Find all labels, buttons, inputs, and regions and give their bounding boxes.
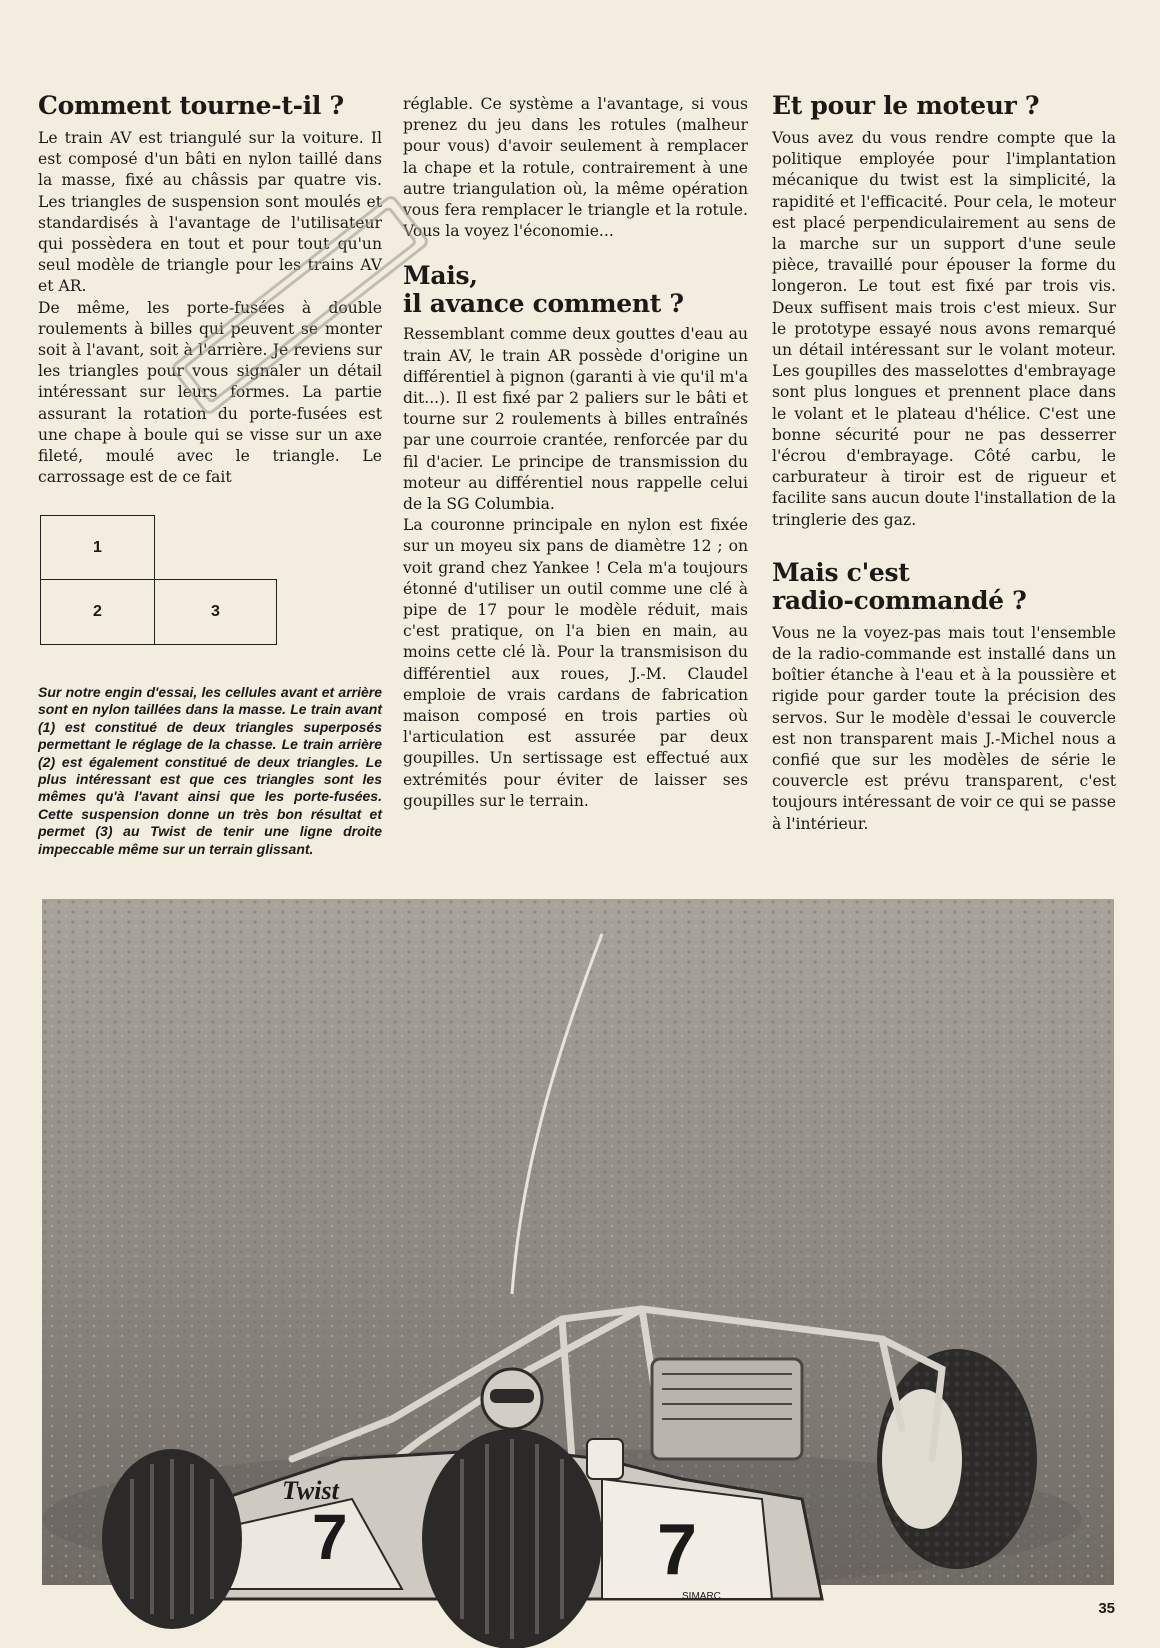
column-3 bbox=[772, 92, 1116, 835]
front-wheel bbox=[422, 1429, 602, 1648]
paragraph: Ressemblant comme deux gouttes d'eau au train AV, le train AR possède d'origine un différentiel à pignon (garanti à vie qu'il m'a dit...). Il est fixé par 2 paliers sur le bâti et tourne sur 2 roulements à billes entraînés par une courroie crantée, renforcée par du fil d'acier. Le principe de transmission du moteur au différentiel nous rappelle celui de la SG Columbia. bbox=[403, 325, 748, 514]
heading-il-avance bbox=[403, 262, 748, 318]
heading-radio-commande bbox=[772, 559, 1116, 615]
column-1 bbox=[38, 92, 382, 488]
suspension-diagram bbox=[40, 515, 277, 645]
heading-line: Mais, bbox=[403, 261, 478, 291]
heading-line: radio-commandé ? bbox=[772, 585, 1027, 615]
paragraph: Le train AV est triangulé sur la voiture. Il est composé d'un bâti en nylon taillé dans la masse, fixé au châssis par quatre vis. Les triangles de suspension sont moulés et standardisés à l'avantage de l'utilisateur qui possèdera en tout et pour tout qu'un seul modèle de triangle pour les trains AV et AR. bbox=[38, 129, 382, 296]
diagram-cell-2: 2 bbox=[40, 579, 155, 645]
car-name-label: Twist bbox=[282, 1476, 339, 1505]
diagram-cell-1: 1 bbox=[40, 515, 155, 580]
car-photo bbox=[42, 899, 1114, 1602]
heading-line: il avance comment ? bbox=[403, 289, 684, 319]
paragraph: Vous avez du vous rendre compte que la politique employée pour l'implantation mécanique du twist est la simplicité, la rapidité et l'efficacité. Pour cela, le moteur est placé perpendiculairement au sens de la marche sur un support d'une seule pièce, travaillé pour épouser la forme du longeron. Le tout est fixé par trois vis. Deux suffisent mais trois c'est mieux. Sur le prototype essayé nous avons remarqué un détail intéressant sur le volant moteur. Les goupilles des masselottes d'embrayage sont plus longues et prennent place dans le volant et le plateau d'hélice. C'est une bonne sécurité pour ne pas desserrer l'écrou d'embrayage. Côté carbu, le carburateur à tiroir est de rigueur et facilite sans aucun doute l'installation de la tringlerie des gaz. bbox=[772, 129, 1116, 529]
front-wheel bbox=[102, 1449, 242, 1629]
page-number: 35 bbox=[1098, 1600, 1115, 1617]
rc-buggy-illustration bbox=[42, 899, 1114, 1602]
rear-wheel bbox=[877, 1349, 1037, 1569]
paragraph: Vous ne la voyez-pas mais tout l'ensemble de la radio-commande est installé dans un boîtier étanche à l'eau et à la poussière et rigide pour garder toute la précision des servos. Sur le modèle d'essai le couvercle est non transparent mais J.-Michel nous a confié que sur les modèles de série le couvercle est prévu transparent, c'est toujours intéressant de voir ce qui se passe à l'intérieur. bbox=[772, 623, 1116, 833]
paragraph: De même, les porte-fusées à double roulements à billes qui peuvent se monter soit à l'avant, soit à l'arrière. Je reviens sur les triangles pour vous signaler un détail intéressant sur leurs formes. La partie assurant la rotation du porte-fusées est une chape à boule qui se visse sur un axe fileté, moulé avec le triangle. Le carrossage est de ce fait bbox=[38, 298, 382, 487]
paragraph: réglable. Ce système a l'avantage, si vous prenez du jeu dans les rotules (malheur pour vous) d'avoir seulement à remplacer la chape et la rotule, contrairement à une autre triangulation où, la même opération vous fera remplacer le triangle et la rotule. Vous la voyez l'économie... bbox=[403, 95, 748, 241]
side-text: SIMARC bbox=[682, 1591, 721, 1602]
heading-line: Mais c'est bbox=[772, 557, 910, 587]
paragraph: La couronne principale en nylon est fixée sur un moyeu six pans de diamètre 12 ; on voit grand chez Yankee ! Cela m'a toujours étonné d'utiliser un outil comme une clé à pipe de 17 pour le modèle réduit, mais c'est pratique, on l'a bien en main, au moins cette clé là. Pour la transmisison du différentiel aux roues, J.-M. Claudel emploie de vrais cardans de fabrication maison composé en trois parties où l'articulation est assurée par deux goupilles. Un sertissage est effectué aux extrémités pour éviter de laisser ses goupilles sur le terrain. bbox=[403, 516, 748, 810]
column-2 bbox=[403, 92, 748, 812]
car-number-front: 7 bbox=[312, 1501, 348, 1573]
heading-moteur: Et pour le moteur ? bbox=[772, 91, 1040, 120]
heading-comment-tourne: Comment tourne-t-il ? bbox=[38, 91, 344, 120]
car-number-side: 7 bbox=[657, 1510, 698, 1590]
figure-caption: Sur notre engin d'essai, les cellules avant et arrière sont en nylon taillées dans la masse. Le train avant (1) est constitué de deux triangles superposés permettant le réglage de la chasse. Le train arrière (2) est également constitué de deux triangles. Le plus intéressant est que ces triangles sont les mêmes qu'à l'avant ainsi que les porte-fusées. Cette suspension donne un très bon résultat et permet (3) au Twist de tenir une ligne droite impeccable même sur un terrain glissant. bbox=[38, 684, 382, 857]
diagram-cell-3: 3 bbox=[154, 579, 277, 645]
